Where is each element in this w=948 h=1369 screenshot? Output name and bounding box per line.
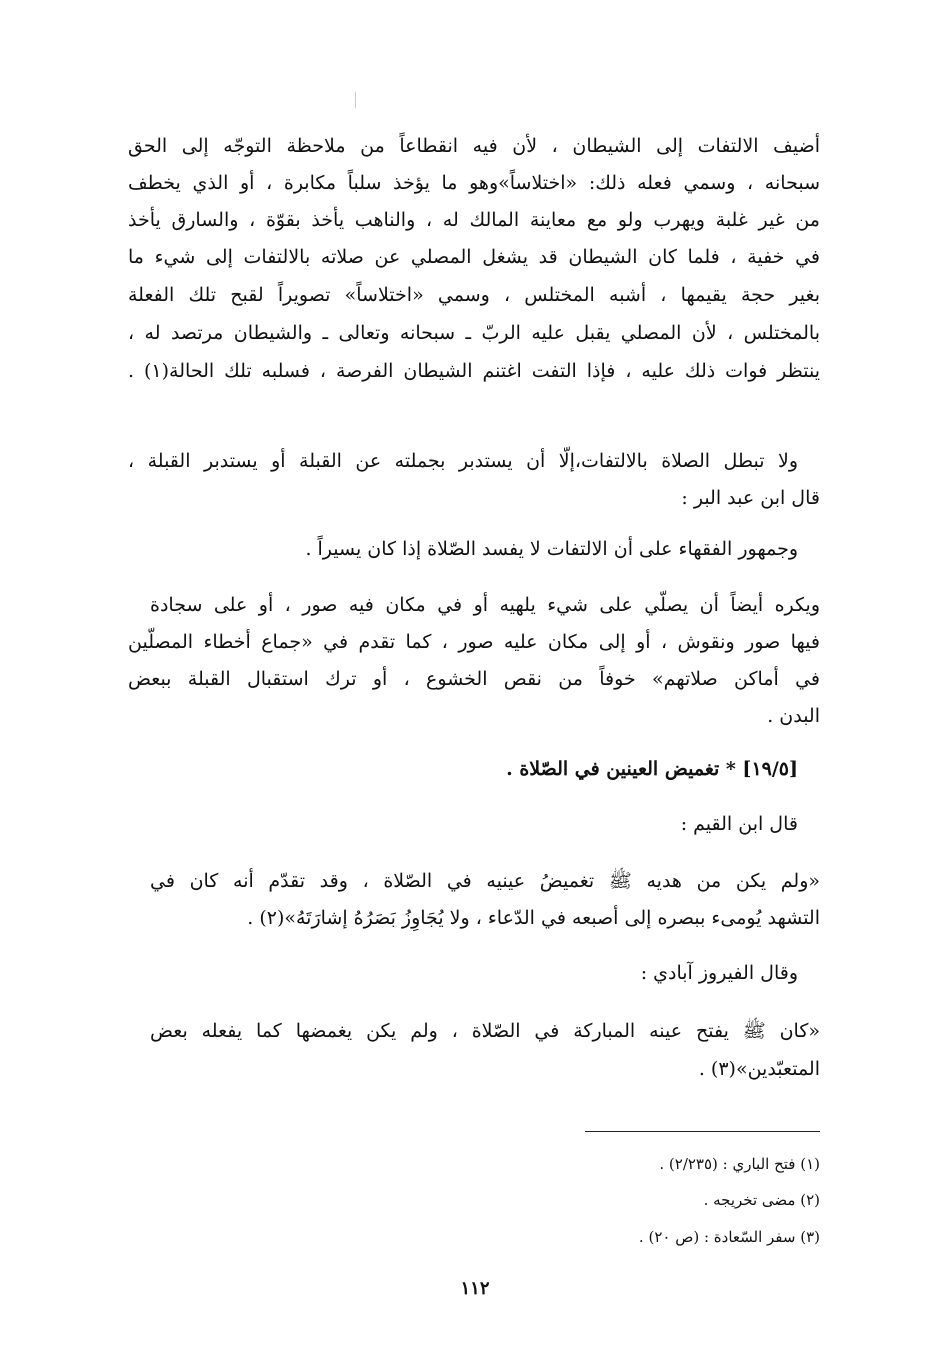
body-line: قال ابن عبد البر : xyxy=(681,487,820,509)
footnote: (٢) مضى تخريجه . xyxy=(703,1191,820,1209)
body-line: ويكره أيضاً أن يصلّي على شيء يلهيه أو في مكان فيه صور ، أو على سجادة xyxy=(150,594,821,616)
footnote: (١) فتح الباري : (٢/٢٣٥) . xyxy=(659,1155,820,1173)
body-line: من غير غلبة ويهرب ولو مع معاينة المالك له ، والناهب يأخذ بقوّة ، والسارق يأخذ xyxy=(128,209,820,231)
quote-line: وجمهور الفقهاء على أن الالتفات لا يفسد الصّلاة إذا كان يسيراً . xyxy=(305,538,798,560)
body-line: بالمختلس ، لأن المصلي يقبل عليه الربّ ـ سبحانه وتعالى ـ والشيطان مرتصد له ، xyxy=(128,322,820,344)
footnote: (٣) سفر السّعادة : (ص ٢٠) . xyxy=(638,1228,820,1246)
footnote-separator xyxy=(585,1131,820,1132)
body-line: فيها صور ونقوش ، أو إلى مكان عليه صور ، كما تقدم في «جماع أخطاء المصلّين xyxy=(128,631,820,653)
quote-line: «ولم يكن من هديه ﷺ تغميضُ عينيه في الصّلاة ، وقد تقدّم أنه كان في xyxy=(150,870,820,892)
scan-mark xyxy=(355,92,356,108)
quote-line: التشهد يُومىء ببصره إلى أصبعه في الدّعاء ، ولا يُجَاوِزُ بَصَرُهُ إشارَتَهُ»(٢) . xyxy=(247,907,820,929)
body-line: بغير حجة يقيمها ، أشبه المختلس ، وسمي «اختلاساً» تصويراً لقبح تلك الفعلة xyxy=(128,284,820,306)
quote-line: «كان ﷺ يفتح عينه المباركة في الصّلاة ، ولم يكن يغمضها كما يفعله بعض xyxy=(150,1020,820,1042)
body-line: أضيف الالتفات إلى الشيطان ، لأن فيه انقطاعاً من ملاحظة التوجّه إلى الحق xyxy=(128,135,820,157)
body-line: ينتظر فوات ذلك عليه ، فإذا التفت اغتنم الشيطان الفرصة ، فسلبه تلك الحالة(١) . xyxy=(128,360,820,382)
body-line: وقال الفيروز آبادي : xyxy=(640,962,798,984)
body-line: سبحانه ، وسمي فعله ذلك: «اختلاساً»وهو ما يؤخذ سلباً مكابرة ، أو الذي يخطف xyxy=(128,172,820,194)
quote-line: المتعبّدين»(٣) . xyxy=(698,1058,820,1080)
section-heading: [١٩/٥] * تغميض العينين في الصّلاة . xyxy=(506,758,798,780)
page-number: ١١٢ xyxy=(460,1278,490,1299)
body-line: في خفية ، فلما كان الشيطان قد يشغل المصلي عن صلاته بالالتفات إلى شيء ما xyxy=(128,246,820,268)
body-line: البدن . xyxy=(767,705,820,727)
body-line: ولا تبطل الصلاة بالالتفات،إلّا أن يستدبر بجملته عن القبلة أو يستدبر القبلة ، xyxy=(128,450,798,472)
body-line: قال ابن القيم : xyxy=(680,813,798,835)
body-line: في أماكن صلاتهم» خوفاً من نقص الخشوع ، أو ترك استقبال القبلة ببعض xyxy=(128,668,820,690)
